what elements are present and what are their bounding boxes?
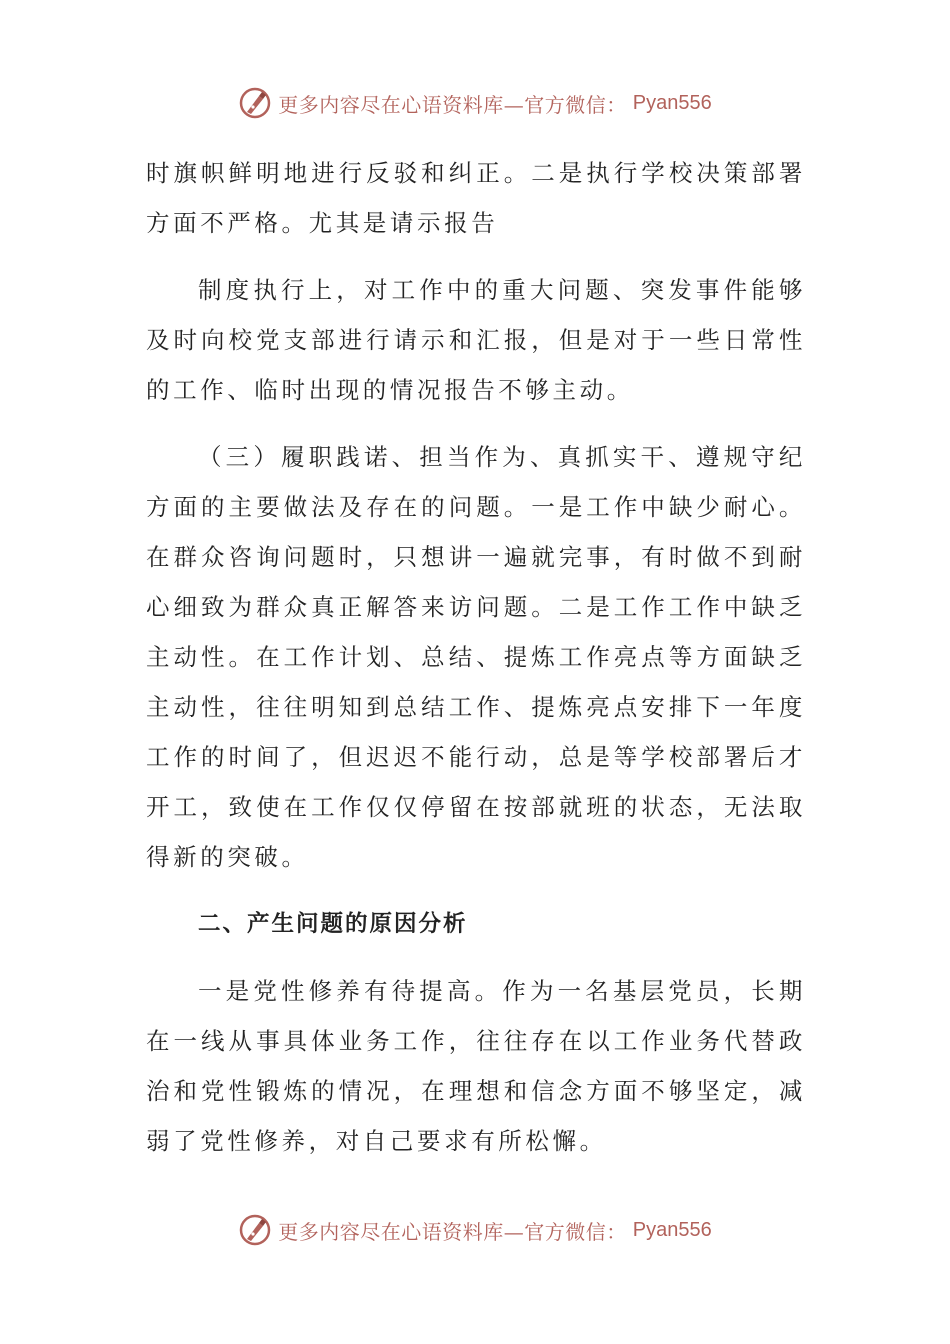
pen-nib-logo-icon [238,1213,272,1247]
header-banner-handle: Pyan556 [632,91,712,114]
document-body [146,148,806,1166]
section-heading: 二、产生问题的原因分析 [198,911,468,937]
paragraph-4: 一是党性修养有待提高。作为一名基层党员，长期在一线从事具体业务工作，往往存在以工作业务代替政治和党性锻炼的情况，在理想和信念方面不够坚定，减弱了党性修养，对自己要求有所松懈。 [146,977,806,1155]
pen-nib-logo-icon [238,86,272,120]
footer-banner-handle: Pyan556 [632,1218,712,1241]
header-banner-text: 更多内容尽在心语资料库—官方微信： [278,92,627,117]
paragraph-1: 时旗帜鲜明地进行反驳和纠正。二是执行学校决策部署方面不严格。尤其是请示报告 [146,159,806,237]
header-banner [0,83,950,123]
footer-banner-text: 更多内容尽在心语资料库—官方微信： [278,1219,627,1244]
paragraph-3: （三）履职践诺、担当作为、真抓实干、遵规守纪方面的主要做法及存在的问题。一是工作中缺少耐心。在群众咨询问题时，只想讲一遍就完事，有时做不到耐心细致为群众真正解答来访问题。二是工作工作中缺乏主动性。在工作计划、总结、提炼工作亮点等方面缺乏主动性，往往明知到总结工作、提炼亮点安排下一年度工作的时间了，但迟迟不能行动，总是等学校部署后才开工，致使在工作仅仅停留在按部就班的状态，无法取得新的突破。 [146,443,806,871]
footer-banner [0,1210,950,1250]
paragraph-2: 制度执行上，对工作中的重大问题、突发事件能够及时向校党支部进行请示和汇报，但是对于一些日常性的工作、临时出现的情况报告不够主动。 [146,276,806,404]
